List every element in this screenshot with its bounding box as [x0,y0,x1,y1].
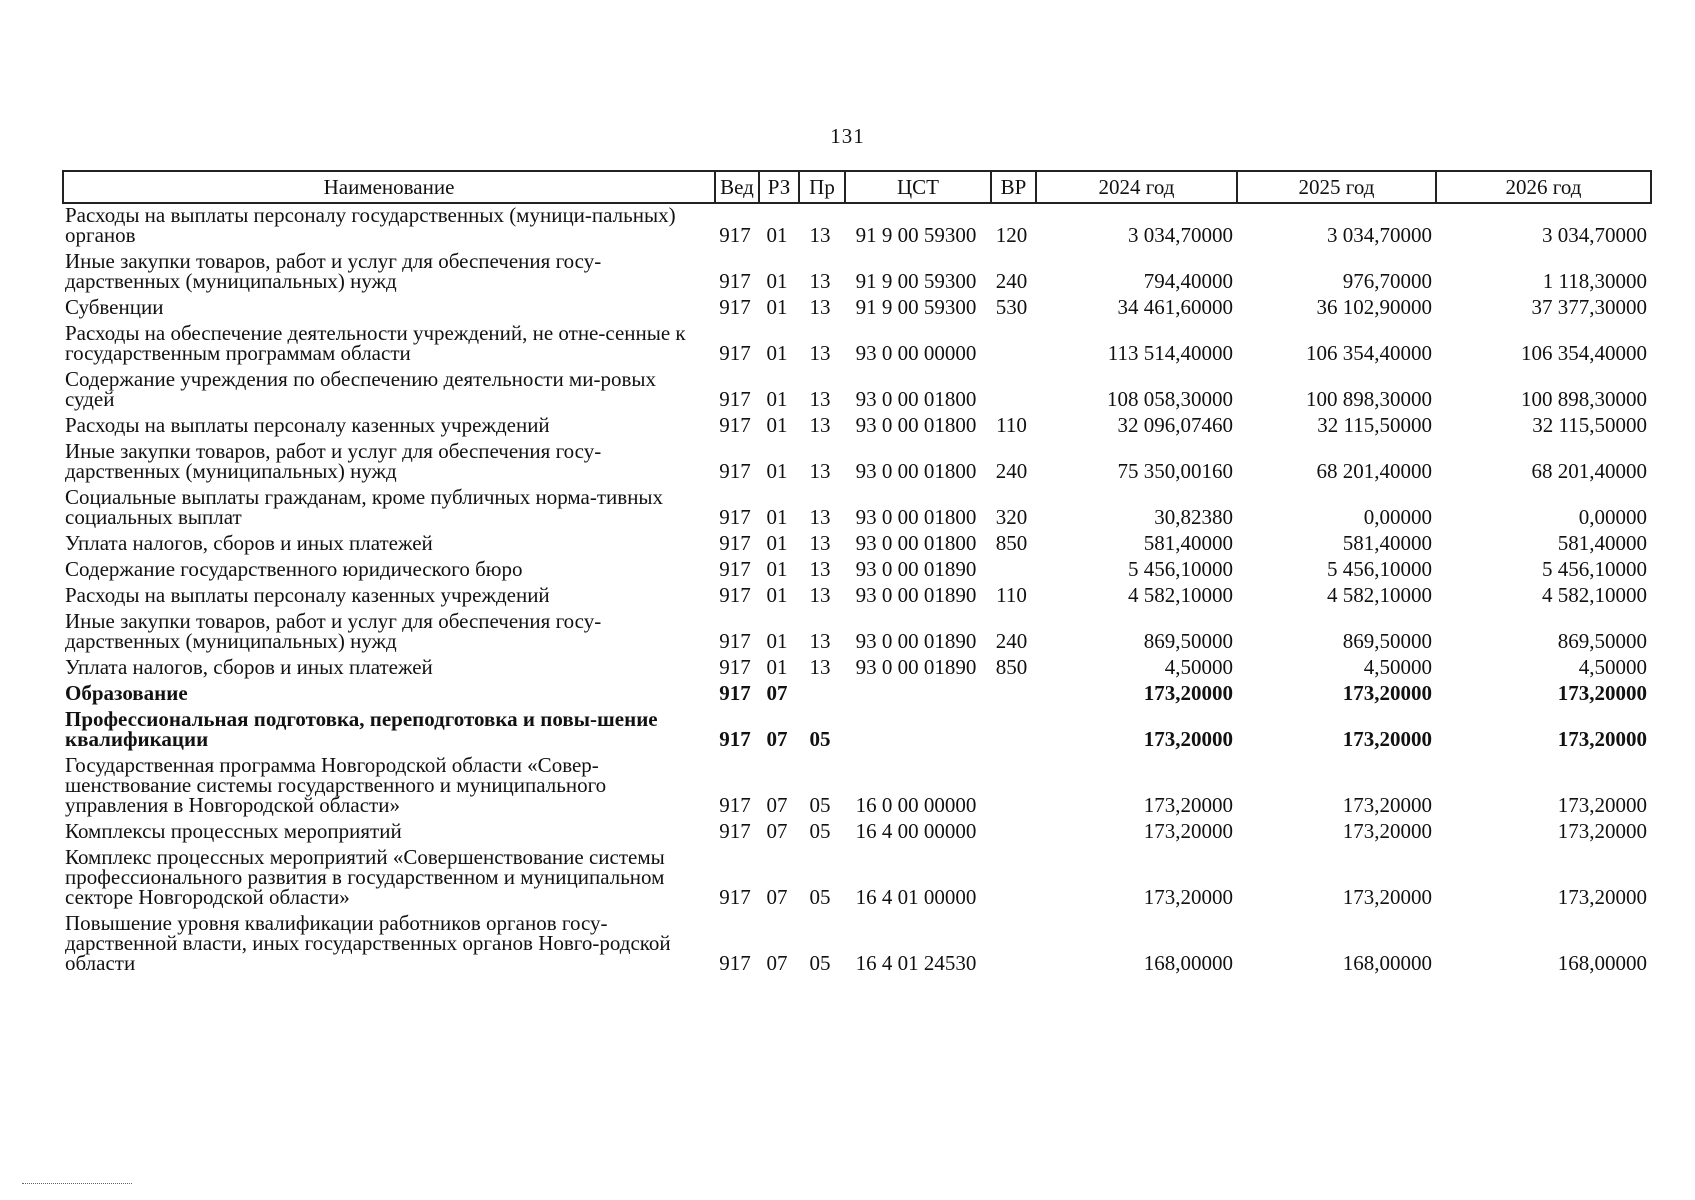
cell-pr: 13 [809,459,831,483]
cell-name: Расходы на выплаты персоналу казенных учреждений [65,583,550,607]
cell-y2026: 4,50000 [1578,655,1647,679]
cell-ved: 917 [719,629,751,653]
cell-y2024: 75 350,00160 [1117,459,1233,483]
cell-y2026: 3 034,70000 [1542,223,1647,247]
cell-cst: 93 0 00 00000 [855,341,977,365]
cell-cst: 16 4 01 24530 [855,951,977,975]
cell-pr: 13 [809,295,831,319]
cell-y2026: 173,20000 [1557,793,1647,817]
cell-ved: 917 [719,387,751,411]
cell-rz: 01 [766,413,788,437]
cell-cst [845,682,991,708]
cell-vr: 240 [995,629,1028,653]
cell-pr: 13 [809,629,831,653]
cell-name: Иные закупки товаров, работ и услуг для обеспечения госу-дарственных (муниципальных) нужд [65,249,602,293]
cell-y2026: 106 354,40000 [1521,341,1647,365]
cell-rz: 07 [766,819,788,843]
cell-ved: 917 [719,583,751,607]
footer-rule [22,1183,132,1184]
cell-y2024: 794,40000 [1143,269,1233,293]
cell-y2024: 113 514,40000 [1107,341,1233,365]
table-row [63,203,1651,250]
cell-y2025: 68 201,40000 [1316,459,1432,483]
cell-y2024: 581,40000 [1143,531,1233,555]
cell-y2025: 32 115,50000 [1317,413,1432,437]
cell-pr: 13 [809,655,831,679]
cell-y2026: 0,00000 [1578,505,1647,529]
cell-rz: 01 [766,223,788,247]
table-row [63,820,1651,846]
cell-cst: 93 0 00 01800 [855,387,977,411]
cell-cst: 93 0 00 01890 [855,629,977,653]
cell-y2024: 30,82380 [1154,505,1233,529]
cell-y2025: 5 456,10000 [1327,557,1432,581]
table-row [63,656,1651,682]
cell-rz: 01 [766,655,788,679]
cell-cst: 93 0 00 01800 [855,531,977,555]
cell-y2026: 5 456,10000 [1542,557,1647,581]
cell-name: Иные закупки товаров, работ и услуг для обеспечения госу-дарственных (муниципальных) нужд [65,439,602,483]
cell-rz: 01 [766,341,788,365]
cell-pr: 13 [809,413,831,437]
cell-y2026: 168,00000 [1557,951,1647,975]
cell-rz: 07 [766,727,788,751]
cell-rz: 07 [766,681,788,705]
cell-vr [991,558,1036,584]
table-row [63,912,1651,978]
cell-pr: 13 [809,557,831,581]
cell-pr: 13 [809,531,831,555]
cell-cst: 93 0 00 01890 [855,557,977,581]
header-cst: ЦСТ [845,171,991,203]
cell-vr: 530 [995,295,1028,319]
table-row [63,414,1651,440]
cell-y2024: 3 034,70000 [1128,223,1233,247]
cell-y2025: 0,00000 [1363,505,1432,529]
cell-ved: 917 [719,269,751,293]
cell-ved: 917 [719,531,751,555]
cell-vr [991,368,1036,414]
cell-pr: 05 [809,727,831,751]
cell-name: Комплексы процессных мероприятий [65,819,402,843]
cell-rz: 01 [766,583,788,607]
cell-y2025: 100 898,30000 [1306,387,1432,411]
cell-name: Расходы на выплаты персоналу казенных учреждений [65,413,550,437]
cell-rz: 01 [766,557,788,581]
cell-cst: 16 0 00 00000 [855,793,977,817]
cell-ved: 917 [719,459,751,483]
cell-name: Социальные выплаты гражданам, кроме публичных норма-тивных социальных выплат [65,485,664,529]
cell-y2026: 869,50000 [1557,629,1647,653]
table-row [63,558,1651,584]
cell-vr [991,846,1036,912]
cell-y2026: 173,20000 [1557,727,1647,751]
header-vr: ВР [991,171,1036,203]
table-row [63,846,1651,912]
cell-vr: 240 [995,269,1028,293]
cell-y2024: 173,20000 [1143,681,1233,705]
table-row [63,584,1651,610]
cell-y2026: 68 201,40000 [1531,459,1647,483]
cell-pr: 05 [809,819,831,843]
cell-rz: 07 [766,793,788,817]
table-row [63,754,1651,820]
cell-rz: 01 [766,459,788,483]
cell-y2026: 4 582,10000 [1542,583,1647,607]
cell-rz: 01 [766,531,788,555]
cell-y2025: 106 354,40000 [1306,341,1432,365]
cell-y2026: 173,20000 [1557,819,1647,843]
cell-rz: 01 [766,387,788,411]
header-2024: 2024 год [1036,171,1237,203]
cell-y2026: 37 377,30000 [1531,295,1647,319]
cell-y2024: 168,00000 [1143,951,1233,975]
cell-cst [845,708,991,754]
cell-y2026: 173,20000 [1557,885,1647,909]
cell-cst: 16 4 01 00000 [855,885,977,909]
cell-ved: 917 [719,727,751,751]
cell-name: Иные закупки товаров, работ и услуг для обеспечения госу-дарственных (муниципальных) нужд [65,609,602,653]
cell-cst: 93 0 00 01890 [855,583,977,607]
header-ved: Вед [715,171,759,203]
table-row [63,610,1651,656]
header-2026: 2026 год [1436,171,1651,203]
header-rz: РЗ [759,171,799,203]
table-row [63,682,1651,708]
cell-vr: 320 [995,505,1028,529]
cell-vr [991,820,1036,846]
cell-cst: 93 0 00 01800 [855,413,977,437]
cell-pr: 13 [809,505,831,529]
cell-y2024: 869,50000 [1143,629,1233,653]
cell-y2025: 3 034,70000 [1327,223,1432,247]
budget-table [62,170,1652,978]
cell-ved: 917 [719,413,751,437]
cell-rz: 01 [766,505,788,529]
cell-y2026: 100 898,30000 [1521,387,1647,411]
cell-vr: 110 [996,413,1027,437]
cell-vr [991,708,1036,754]
cell-ved: 917 [719,557,751,581]
cell-rz: 01 [766,269,788,293]
cell-vr: 240 [995,459,1028,483]
cell-ved: 917 [719,885,751,909]
table-row [63,250,1651,296]
cell-rz: 07 [766,951,788,975]
cell-y2024: 4,50000 [1164,655,1233,679]
cell-y2025: 976,70000 [1342,269,1432,293]
cell-y2024: 173,20000 [1143,793,1233,817]
cell-ved: 917 [719,341,751,365]
cell-pr: 13 [809,269,831,293]
cell-cst: 93 0 00 01890 [855,655,977,679]
cell-ved: 917 [719,223,751,247]
cell-y2024: 173,20000 [1143,885,1233,909]
cell-y2025: 4 582,10000 [1327,583,1432,607]
table-row [63,440,1651,486]
cell-y2024: 5 456,10000 [1128,557,1233,581]
cell-y2024: 4 582,10000 [1128,583,1233,607]
cell-name: Государственная программа Новгородской области «Совер-шенствование системы государственного и муниципального управления в Новгородской области» [65,753,607,817]
page-number: 131 [830,124,865,148]
cell-cst: 16 4 00 00000 [855,819,977,843]
cell-vr: 120 [995,223,1028,247]
cell-y2025: 581,40000 [1342,531,1432,555]
cell-ved: 917 [719,505,751,529]
cell-name: Содержание государственного юридического бюро [65,557,523,581]
cell-y2025: 173,20000 [1342,885,1432,909]
table-row [63,532,1651,558]
cell-y2024: 34 461,60000 [1117,295,1233,319]
cell-y2026: 32 115,50000 [1532,413,1647,437]
cell-rz: 01 [766,295,788,319]
cell-y2025: 4,50000 [1363,655,1432,679]
cell-cst: 91 9 00 59300 [855,295,977,319]
header-name: Наименование [63,171,715,203]
table-header [63,171,1651,203]
cell-pr: 05 [809,951,831,975]
cell-name: Уплата налогов, сборов и иных платежей [65,531,433,555]
cell-cst: 93 0 00 01800 [855,505,977,529]
cell-vr [991,322,1036,368]
cell-pr: 13 [809,341,831,365]
header-pr: Пр [799,171,845,203]
cell-name: Повышение уровня квалификации работников органов госу-дарственной власти, иных государственных органов Новго-родской области [65,911,671,975]
cell-cst: 91 9 00 59300 [855,269,977,293]
cell-cst: 93 0 00 01800 [855,459,977,483]
cell-pr: 05 [809,885,831,909]
cell-vr [991,912,1036,978]
cell-y2025: 173,20000 [1342,681,1432,705]
cell-ved: 917 [719,793,751,817]
table-row [63,708,1651,754]
cell-vr: 850 [995,655,1028,679]
cell-name: Комплекс процессных мероприятий «Совершенствование системы профессионального развития в государственном и муниципальном секторе Новгородской области» [65,845,665,909]
cell-y2026: 1 118,30000 [1542,269,1647,293]
cell-vr: 110 [996,583,1027,607]
cell-y2024: 173,20000 [1143,727,1233,751]
table-row [63,486,1651,532]
cell-cst: 91 9 00 59300 [855,223,977,247]
cell-pr: 13 [809,223,831,247]
cell-y2025: 173,20000 [1342,727,1432,751]
cell-rz: 07 [766,885,788,909]
cell-name: Субвенции [65,295,164,319]
cell-ved: 917 [719,681,751,705]
cell-name: Уплата налогов, сборов и иных платежей [65,655,433,679]
header-2025: 2025 год [1237,171,1436,203]
cell-ved: 917 [719,295,751,319]
cell-pr: 13 [809,583,831,607]
cell-y2025: 168,00000 [1342,951,1432,975]
cell-name: Содержание учреждения по обеспечению деятельности ми-ровых судей [65,367,656,411]
cell-vr [991,754,1036,820]
table-body [63,203,1651,978]
cell-y2024: 32 096,07460 [1117,413,1233,437]
cell-rz: 01 [766,629,788,653]
table-row [63,322,1651,368]
cell-name: Образование [65,681,188,705]
cell-pr: 05 [809,793,831,817]
cell-ved: 917 [719,819,751,843]
cell-y2025: 36 102,90000 [1316,295,1432,319]
cell-y2024: 173,20000 [1143,819,1233,843]
cell-vr [991,682,1036,708]
cell-pr [799,682,845,708]
cell-y2025: 173,20000 [1342,793,1432,817]
cell-name: Профессиональная подготовка, переподготовка и повы-шение квалификации [65,707,658,751]
cell-name: Расходы на выплаты персоналу государственных (муници-пальных) органов [65,203,676,247]
cell-y2025: 869,50000 [1342,629,1432,653]
cell-y2026: 173,20000 [1557,681,1647,705]
cell-name: Расходы на обеспечение деятельности учреждений, не отне-сенные к государственным программам области [65,321,686,365]
cell-y2024: 108 058,30000 [1107,387,1233,411]
cell-y2025: 173,20000 [1342,819,1432,843]
cell-ved: 917 [719,655,751,679]
table-row [63,368,1651,414]
table-row [63,296,1651,322]
cell-ved: 917 [719,951,751,975]
cell-pr: 13 [809,387,831,411]
cell-vr: 850 [995,531,1028,555]
cell-y2026: 581,40000 [1557,531,1647,555]
